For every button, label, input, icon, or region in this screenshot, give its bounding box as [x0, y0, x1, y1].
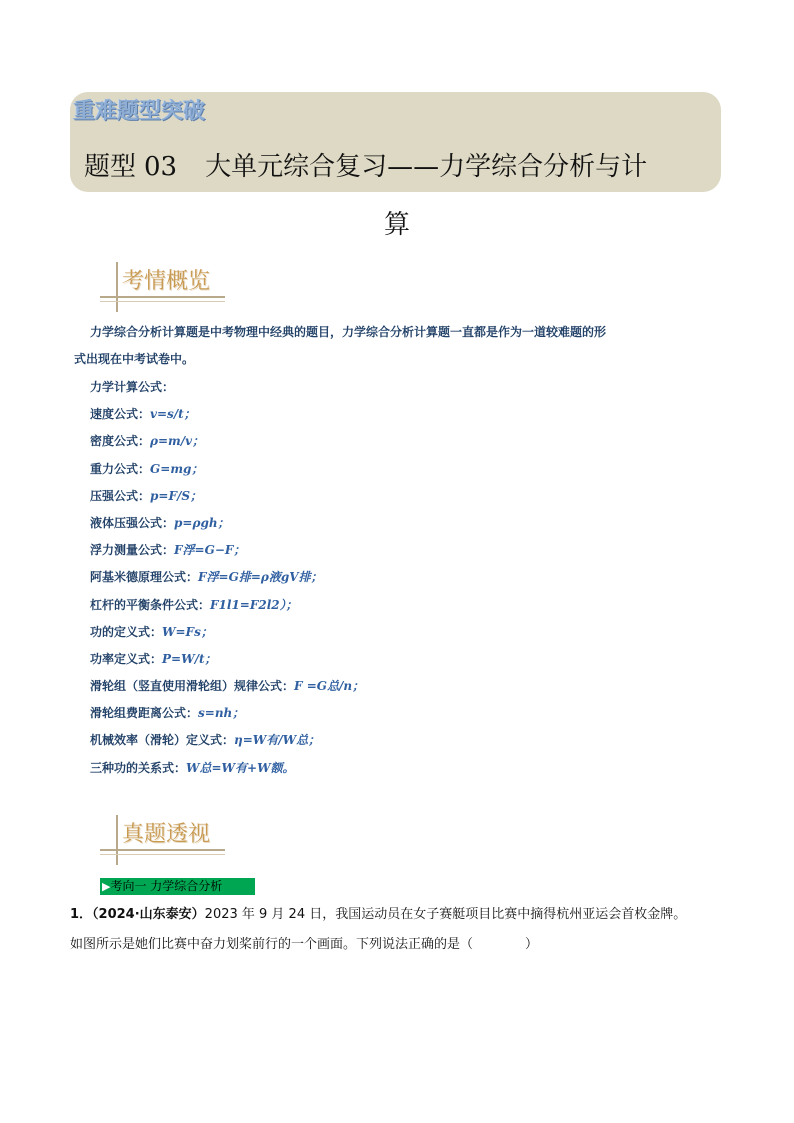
formulas-heading: 力学计算公式：: [90, 380, 175, 394]
formula-expression: W=Fs；: [162, 624, 213, 639]
heading-rule-vertical: [116, 815, 118, 865]
title-wrap: 算: [383, 210, 410, 240]
heading-rule-horizontal-2: [100, 301, 225, 302]
formula-expression: G=mg；: [150, 461, 204, 476]
heading-rule-horizontal-2: [100, 854, 225, 855]
formula-item: [90, 456, 730, 483]
formula-item: [90, 755, 730, 782]
formula-label: 滑轮组（竖直使用滑轮组）规律公式：: [90, 679, 295, 694]
formula-expression: W总=W有+W额。: [186, 760, 295, 775]
topic-tag: [100, 878, 255, 895]
formula-expression: η=W有/W总；: [234, 733, 321, 748]
question-line-2: 如图所示是她们比赛中奋力划桨前行的一个画面。下列说法正确的是（ ）: [70, 937, 539, 952]
play-arrow-icon: ▶: [102, 880, 111, 893]
title-prefix: 题型: [84, 152, 137, 182]
formula-item: [90, 537, 730, 564]
formula-item: [90, 483, 730, 510]
formula-item: [90, 700, 730, 727]
question-source: （2024·山东泰安）: [92, 907, 205, 922]
intro-line-2: 式出现在中考试卷中。: [74, 352, 195, 366]
formula-item: [90, 592, 730, 619]
title-number: 03: [144, 152, 178, 182]
formula-label: 液体压强公式：: [90, 515, 175, 530]
formula-label: 功率定义式：: [90, 651, 163, 666]
formula-expression: s=nh；: [198, 706, 245, 721]
heading-rule-horizontal: [100, 296, 225, 298]
intro-line-1: 力学综合分析计算题是中考物理中经典的题目，力学综合分析计算题一直都是作为一道较难题的形: [90, 325, 607, 339]
formula-label: 功的定义式：: [90, 624, 163, 639]
formula-item: [90, 401, 730, 428]
formula-label: 阿基米德原理公式：: [90, 570, 199, 585]
formula-expression: ρ=m/v；: [150, 434, 205, 449]
formula-label: 三种功的关系式：: [90, 760, 187, 775]
formula-item: [90, 510, 730, 537]
question-text-1: 2023 年 9 月 24 日，我国运动员在女子赛艇项目比赛中摘得杭州亚运会首枚金牌。: [204, 907, 687, 922]
banner-tag: 重难题型突破: [73, 99, 206, 124]
page-title: [84, 150, 724, 184]
question-1: [70, 900, 730, 960]
formula-label: 杠杆的平衡条件公式：: [90, 597, 211, 612]
formula-item: [90, 646, 730, 673]
formula-label: 速度公式：: [90, 407, 151, 422]
formula-expression: F =G总/n；: [294, 679, 365, 694]
formula-item: [90, 727, 730, 754]
formula-label: 浮力测量公式：: [90, 543, 175, 558]
formula-item: [90, 428, 730, 455]
topic-tag-label: 考向一 力学综合分析: [110, 879, 223, 893]
formula-expression: p=ρgh；: [174, 515, 230, 530]
formula-label: 密度公式：: [90, 434, 151, 449]
question-line-1: [70, 900, 730, 930]
intro-paragraph: [90, 319, 730, 346]
section-heading-overview: [100, 262, 230, 314]
formula-list: [90, 374, 730, 782]
formula-expression: F浮=G排=ρ液gV排；: [198, 570, 323, 585]
formula-label: 压强公式：: [90, 488, 151, 503]
title-main: 大单元综合复习——力学综合分析与计: [205, 152, 648, 182]
formula-item: [90, 619, 730, 646]
intro-paragraph-cont: [74, 346, 714, 373]
formula-expression: F1l1=F2l2）；: [210, 597, 298, 612]
formula-label: 滑轮组费距离公式：: [90, 706, 199, 721]
formula-label: 重力公式：: [90, 461, 151, 476]
section-heading-label: 真题透视: [122, 822, 211, 847]
heading-rule-vertical: [116, 262, 118, 312]
formula-expression: p=F/S；: [150, 488, 203, 503]
formula-expression: P=W/t；: [162, 651, 217, 666]
formula-expression: F浮=G−F；: [174, 543, 246, 558]
formula-expression: v=s/t；: [150, 407, 196, 422]
section-heading-real-questions: [100, 815, 230, 867]
formula-label: 机械效率（滑轮）定义式：: [90, 733, 235, 748]
formula-item: [90, 564, 730, 591]
question-number: 1．: [70, 907, 93, 922]
formula-item: [90, 673, 730, 700]
heading-rule-horizontal: [100, 849, 225, 851]
section-heading-label: 考情概览: [122, 269, 211, 294]
